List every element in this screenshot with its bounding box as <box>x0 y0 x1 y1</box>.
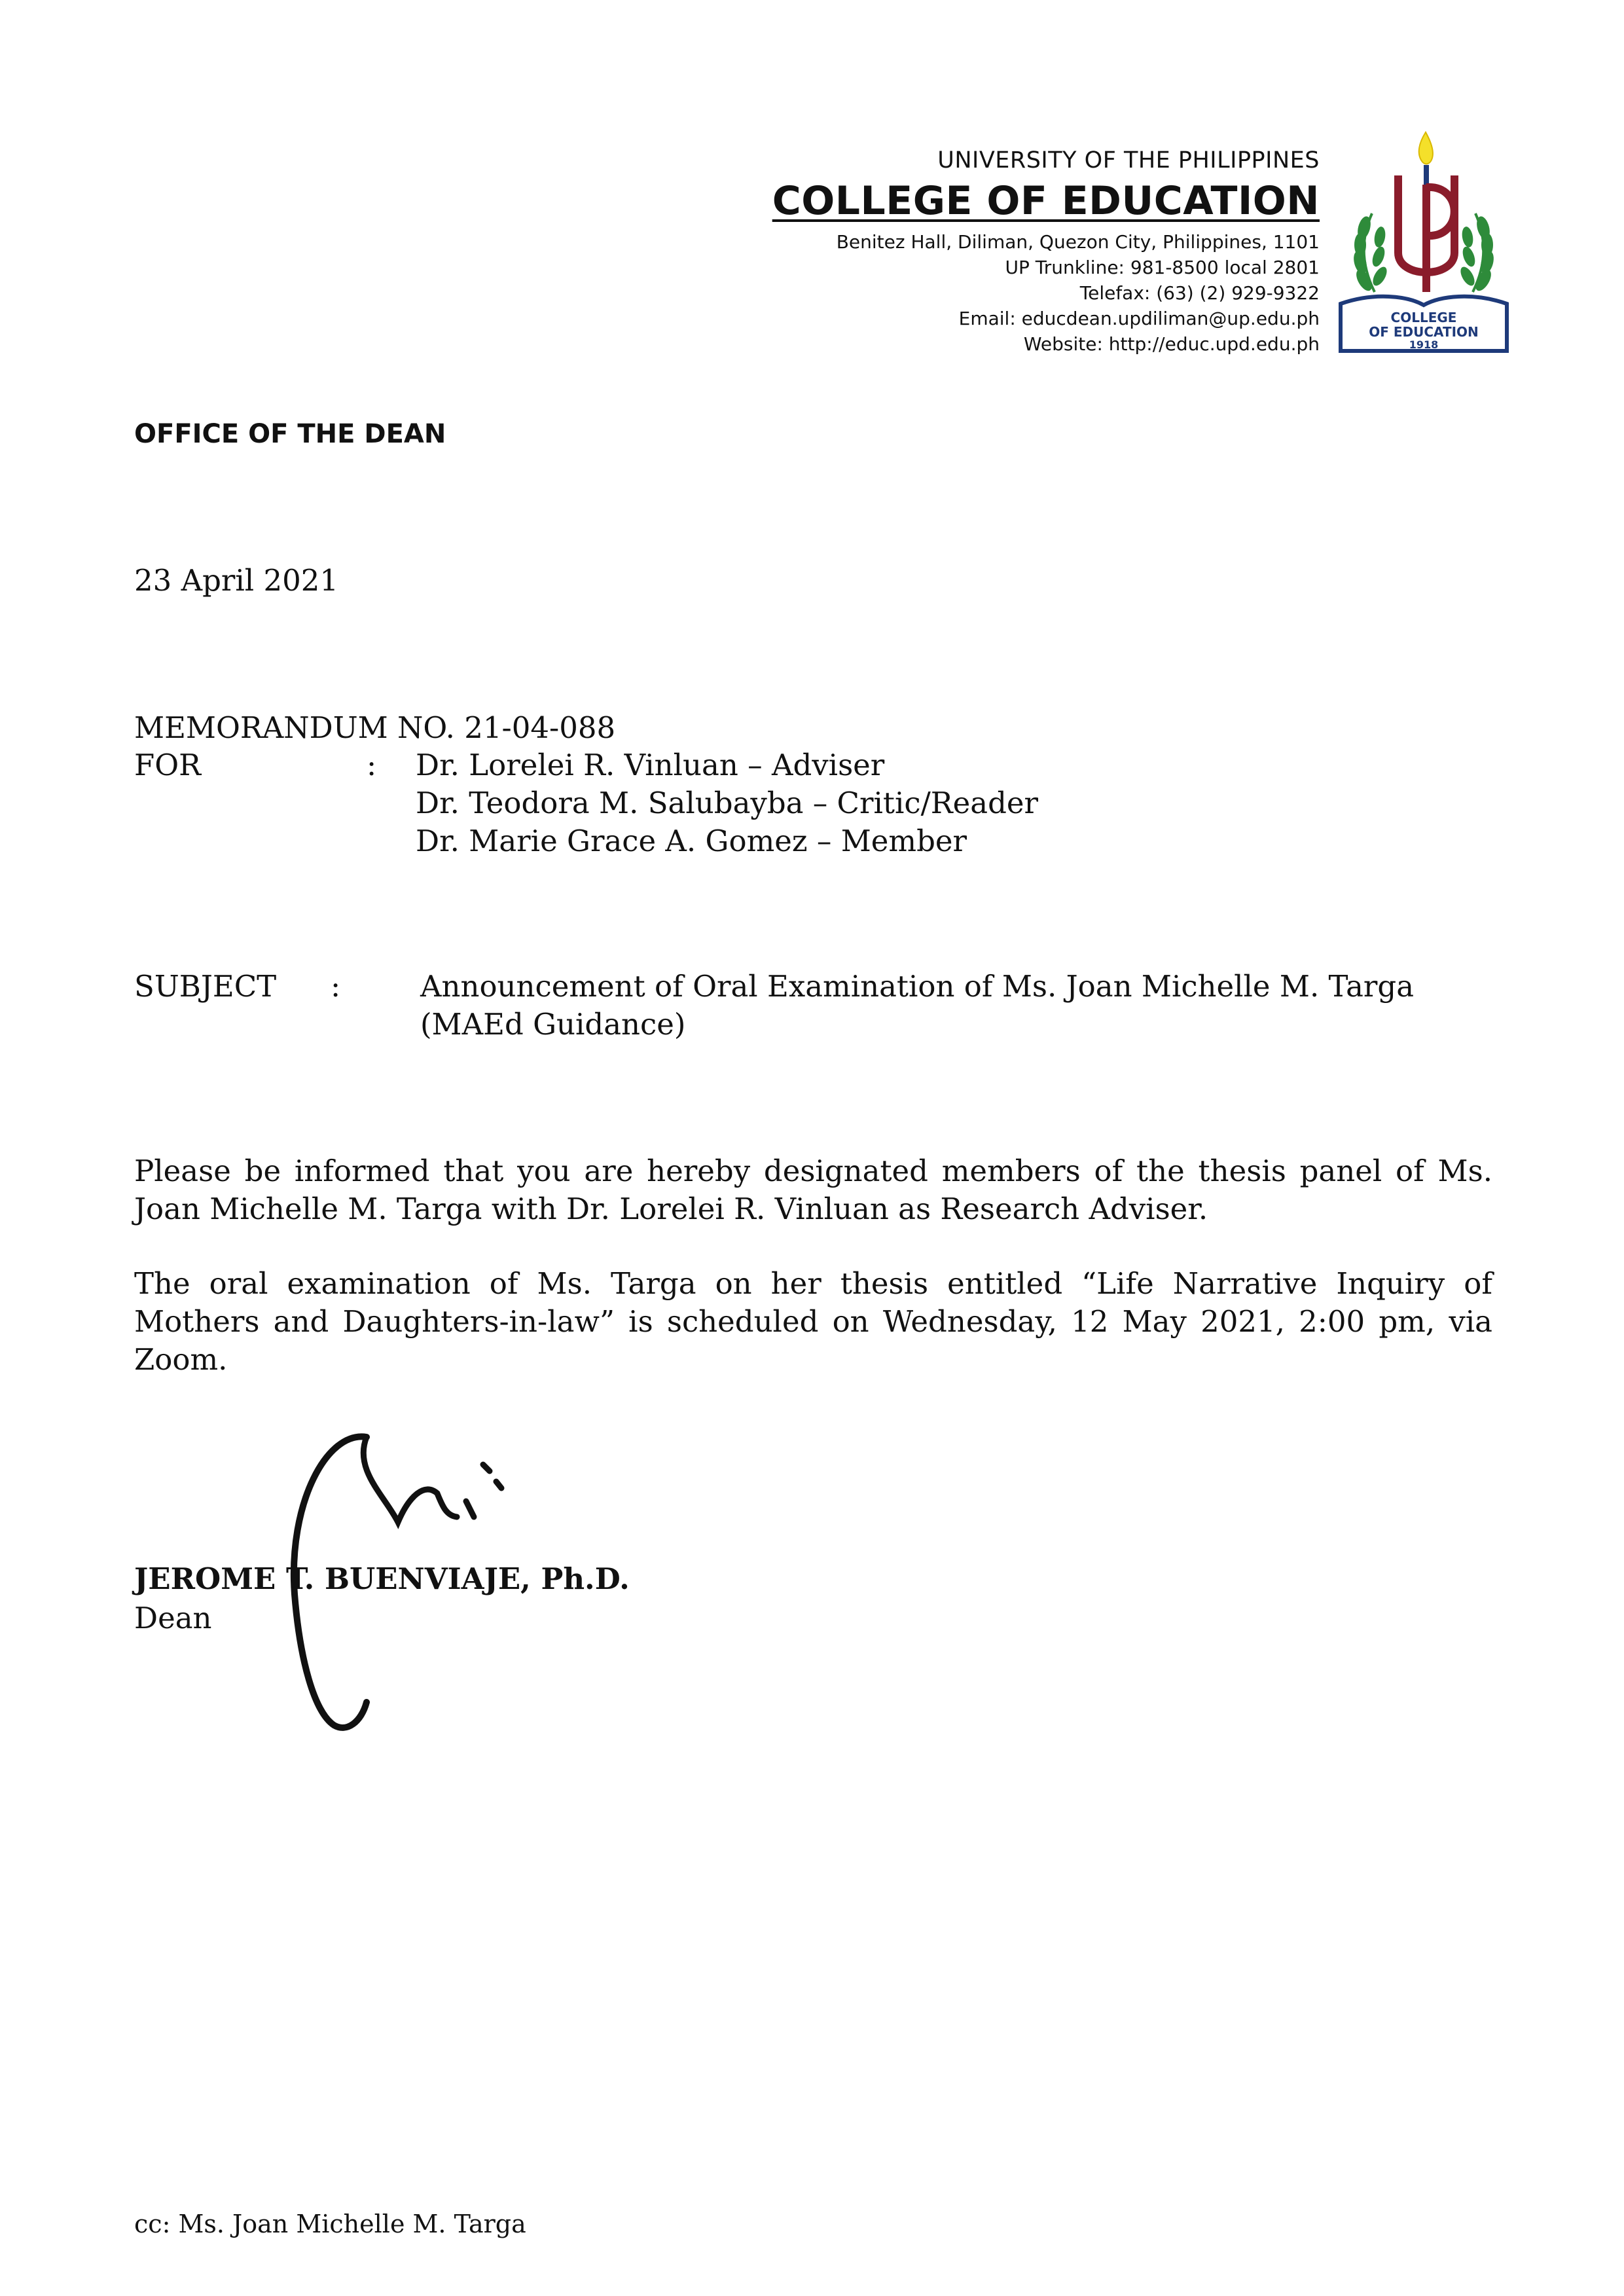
subject-text <box>420 968 1414 1044</box>
subject-colon: : <box>331 969 341 1004</box>
subject-line-1: Announcement of Oral Examination of Ms. Joan Michelle M. Targa <box>420 969 1415 1004</box>
college-name: COLLEGE OF EDUCATION <box>772 178 1320 224</box>
body-paragraph-2: The oral examination of Ms. Targa on her thesis entitled “Life Narrative Inquiry of Mothers and Daughters-in-law” is scheduled on Wednesday, 12 May 2021, 2:00 pm, via Zoom. <box>134 1266 1492 1377</box>
subject-label: SUBJECT <box>134 969 277 1004</box>
logo-text-line2: OF EDUCATION <box>1369 324 1479 340</box>
recipient-item: Dr. Lorelei R. Vinluan – Adviser <box>416 748 885 782</box>
email-line: Email: educdean.updiliman@up.edu.ph <box>958 308 1320 329</box>
flame-icon <box>1419 132 1433 164</box>
body-paragraph-1: Please be informed that you are hereby designated members of the thesis panel of Ms. Joan Michelle M. Targa with Dr. Lorelei R. Vinluan as Research Adviser. <box>134 1154 1492 1226</box>
logo-year: 1918 <box>1409 338 1439 351</box>
website-line: Website: http://educ.upd.edu.ph <box>1023 333 1320 355</box>
college-logo <box>1335 128 1512 359</box>
subject-line-2: (MAEd Guidance) <box>420 1007 686 1042</box>
recipient-item: Dr. Marie Grace A. Gomez – Member <box>416 824 967 858</box>
recipient-item: Dr. Teodora M. Salubayba – Critic/Reader <box>416 786 1039 820</box>
cc-line: cc: Ms. Joan Michelle M. Targa <box>134 2210 526 2238</box>
logo-text-line1: COLLEGE <box>1390 310 1457 325</box>
signatory-name: JEROME T. BUENVIAJE, Ph.D. <box>134 1561 630 1596</box>
letterhead-contact <box>837 229 1320 357</box>
memo-number: MEMORANDUM NO. 21-04-088 <box>134 710 616 745</box>
trunkline-line: UP Trunkline: 981-8500 local 2801 <box>1005 257 1320 278</box>
telefax-line: Telefax: (63) (2) 929-9322 <box>1079 282 1320 304</box>
memo-date: 23 April 2021 <box>134 563 338 598</box>
recipient-list <box>416 746 1038 860</box>
address-line: Benitez Hall, Diliman, Quezon City, Philippines, 1101 <box>836 231 1320 253</box>
university-name: UNIVERSITY OF THE PHILIPPINES <box>937 147 1320 173</box>
left-laurel-icon <box>1352 213 1390 293</box>
for-label: FOR <box>134 748 201 782</box>
for-colon: : <box>367 748 377 782</box>
signatory-title: Dean <box>134 1601 212 1635</box>
office-heading: OFFICE OF THE DEAN <box>134 419 446 449</box>
right-laurel-icon <box>1458 213 1496 293</box>
